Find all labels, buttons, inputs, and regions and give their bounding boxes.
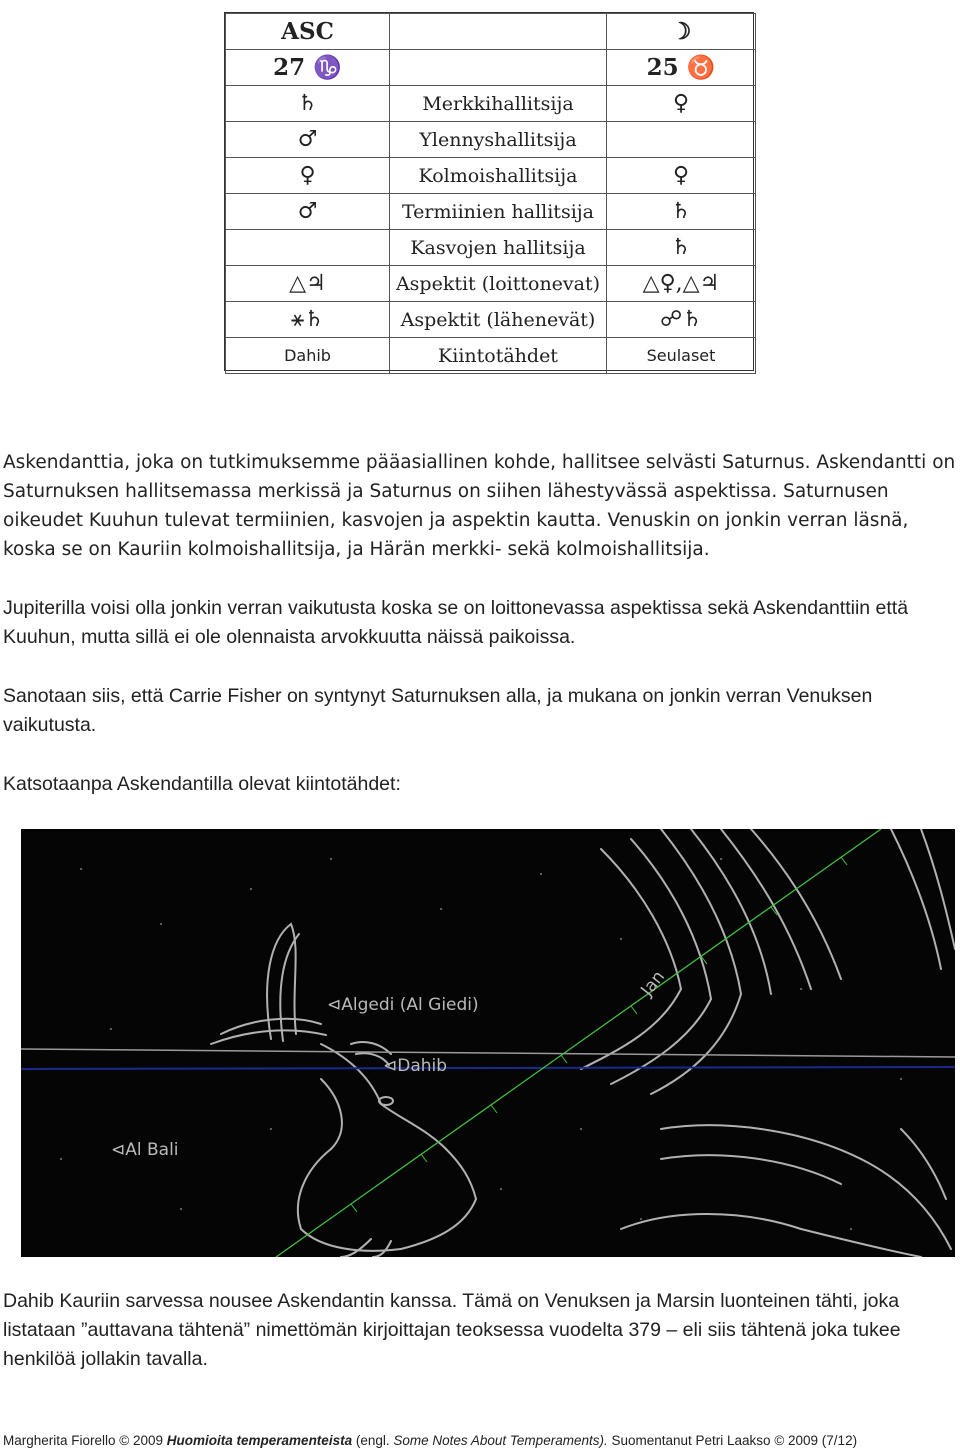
asc-cell bbox=[226, 230, 390, 266]
asc-fixed-star: Dahib bbox=[226, 338, 390, 374]
goat-figure bbox=[211, 829, 955, 1257]
paragraph-saturn-rulership: Askendanttia, joka on tutkimuksemme pääasiallinen kohde, hallitsee selvästi Saturnus. Askendantti on Saturnuksen hallitsemassa merkissä ja Saturnus on siihen lähestyvässä aspektissa. Saturnusen oikeudet Kuuhun tulevat termiinien, kasvojen ja aspektin kautta. Venuskin on jonkin verran läsnä, koska se on Kauriin kolmoishallitsija, ja Härän merkki- sekä kolmoishallitsija. bbox=[3, 452, 956, 560]
equator-line bbox=[21, 1049, 955, 1057]
asc-cell: ⚹♄ bbox=[226, 302, 390, 338]
table-row bbox=[226, 50, 756, 86]
rulership-table bbox=[224, 12, 754, 371]
asc-cell: ♂ bbox=[226, 122, 390, 158]
row-label: Kasvojen hallitsija bbox=[390, 230, 607, 266]
label-dahib: ⊲Dahib bbox=[383, 1056, 448, 1076]
row-label: Kolmoishallitsija bbox=[390, 158, 607, 194]
footer-title: Huomioita temperamenteista bbox=[166, 1433, 353, 1448]
paragraph-conclusion: Sanotaan siis, että Carrie Fisher on syntynyt Saturnuksen alla, ja mukana on jonkin verran Venuksen vaikutusta. bbox=[3, 685, 873, 736]
footer-engl: (engl. bbox=[352, 1433, 394, 1448]
paragraph-dahib: Dahib Kauriin sarvessa nousee Askendantin kanssa. Tämä on Venuksen ja Marsin luonteinen tähti, joka listataan ”auttavana tähtenä” nimettömän kirjoittajan teoksessa vuodelta 379 – eli siis tähtenä joka tukee henkilöä jollakin tavalla. bbox=[3, 1290, 901, 1370]
moon-cell: △♀,△♃ bbox=[607, 266, 756, 302]
row-label: Merkkihallitsija bbox=[390, 86, 607, 122]
moon-cell bbox=[607, 122, 756, 158]
moon-fixed-star: Seulaset bbox=[607, 338, 756, 374]
paragraph-fixed-stars-intro: Katsotaanpa Askendantilla olevat kiintotähdet: bbox=[3, 773, 401, 795]
table-row bbox=[226, 158, 756, 194]
asc-cell: ♄ bbox=[226, 86, 390, 122]
table-row bbox=[226, 338, 756, 374]
asc-cell: ♀ bbox=[226, 158, 390, 194]
moon-cell: ♄ bbox=[607, 230, 756, 266]
footer-translator: Suomentanut Petri Laakso © 2009 (7/12) bbox=[607, 1433, 858, 1448]
label-algedi: ⊲Algedi (Al Giedi) bbox=[327, 995, 479, 1015]
star-map-image bbox=[21, 829, 955, 1257]
ecliptic-ticks bbox=[351, 857, 847, 1212]
moon-cell: ♀ bbox=[607, 158, 756, 194]
table-row bbox=[226, 86, 756, 122]
row-label: Kiintotähdet bbox=[390, 338, 607, 374]
row-label: Aspektit (loittonevat) bbox=[390, 266, 607, 302]
page-footer bbox=[3, 1433, 958, 1448]
horizon-line bbox=[21, 1067, 955, 1069]
table-row bbox=[226, 194, 756, 230]
table-cell bbox=[390, 50, 607, 86]
row-label: Termiinien hallitsija bbox=[390, 194, 607, 230]
moon-cell: ♀ bbox=[607, 86, 756, 122]
asc-degree: 27 ♑ bbox=[226, 50, 390, 86]
moon-header: ☽ bbox=[607, 14, 756, 50]
asc-cell: ♂ bbox=[226, 194, 390, 230]
table-row bbox=[226, 302, 756, 338]
moon-cell: ☍♄ bbox=[607, 302, 756, 338]
asc-cell: △♃ bbox=[226, 266, 390, 302]
asc-header: ASC bbox=[226, 14, 390, 50]
row-label: Aspektit (lähenevät) bbox=[390, 302, 607, 338]
footer-title-english: Some Notes About Temperaments). bbox=[393, 1433, 608, 1448]
table-row bbox=[226, 122, 756, 158]
paragraph-jupiter: Jupiterilla voisi olla jonkin verran vaikutusta koska se on loittonevassa aspektissa sekä Askendanttiin että Kuuhun, mutta sillä ei ole olennaista arvokkuutta näissä paikoissa. bbox=[3, 597, 909, 648]
table-row bbox=[226, 14, 756, 50]
rulership-grid bbox=[225, 13, 756, 374]
moon-cell: ♄ bbox=[607, 194, 756, 230]
star-map-drawing bbox=[21, 829, 955, 1257]
table-row bbox=[226, 266, 756, 302]
row-label: Ylennyshallitsija bbox=[390, 122, 607, 158]
footer-copyright: Margherita Fiorello © 2009 bbox=[3, 1433, 167, 1448]
label-al-bali: ⊲Al Bali bbox=[111, 1140, 179, 1160]
moon-degree: 25 ♉ bbox=[607, 50, 756, 86]
label-jan: Jan bbox=[637, 967, 670, 1001]
table-cell bbox=[390, 14, 607, 50]
table-row bbox=[226, 230, 756, 266]
